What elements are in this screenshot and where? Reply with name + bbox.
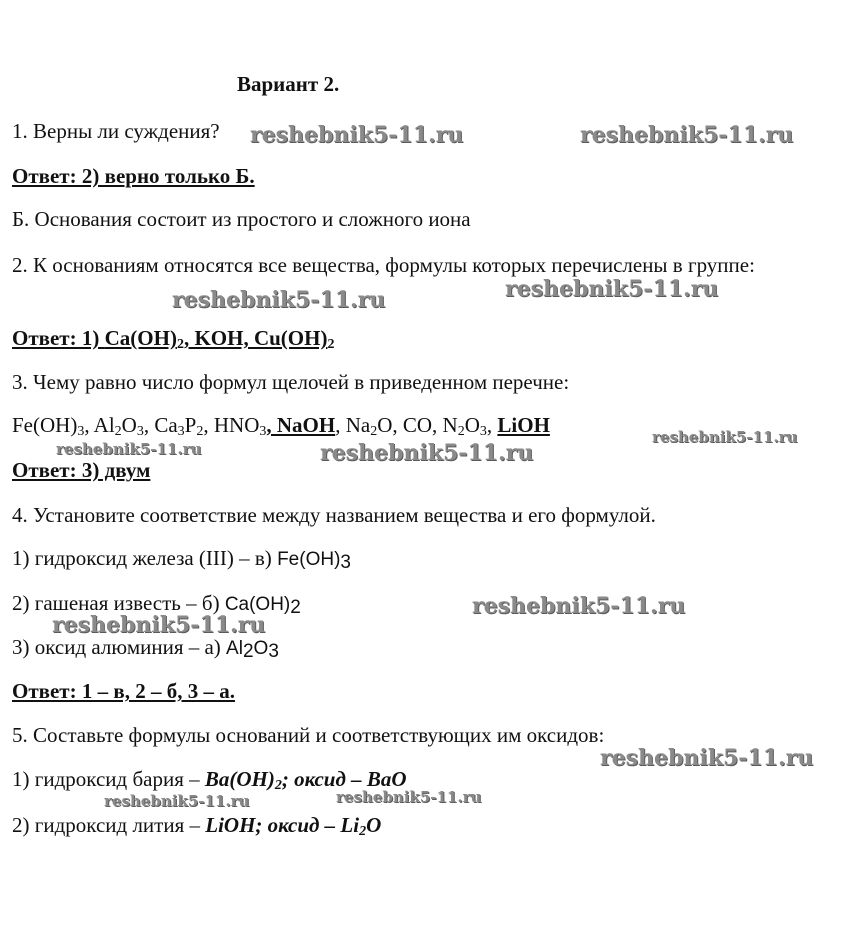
naoh-highlight: , NaOH bbox=[266, 413, 336, 437]
answer-2 bbox=[12, 325, 334, 351]
watermark: reshebnik5-11.ru bbox=[336, 788, 482, 806]
answer-2-prefix: Ответ: 1) bbox=[12, 326, 105, 350]
watermark: reshebnik5-11.ru bbox=[320, 440, 534, 466]
statement-b: Б. Основания состоит из простого и сложного иона bbox=[12, 207, 471, 231]
match-item-3: 3) оксид алюминия – а) $Al_2O_3$ bbox=[12, 635, 279, 662]
question-5: 5. Составьте формулы оснований и соответствующих им оксидов: bbox=[12, 723, 605, 747]
answer-2-formula: $Ca(OH)_2$, KOH, $Cu(OH)_2$ bbox=[104, 326, 335, 352]
q5-item-2: 2) гидроксид лития – LiOH; оксид – $Li_2O$ bbox=[12, 813, 382, 839]
q5-item-1: 1) гидроксид бария – $Ba(OH)_2$; оксид – BaO bbox=[12, 767, 407, 793]
watermark: reshebnik5-11.ru bbox=[52, 612, 266, 638]
question-1: 1. Верны ли суждения? bbox=[12, 119, 220, 143]
match-item-2: 2) гашеная известь – б) $Ca(OH)_2$ bbox=[12, 591, 301, 618]
question-3: 3. Чему равно число формул щелочей в приведенном перечне: bbox=[12, 370, 570, 394]
watermark: reshebnik5-11.ru bbox=[172, 287, 386, 313]
answer-3: Ответ: 3) двум bbox=[12, 458, 151, 482]
watermark: reshebnik5-11.ru bbox=[472, 593, 686, 619]
watermark: reshebnik5-11.ru bbox=[652, 428, 798, 446]
watermark: reshebnik5-11.ru bbox=[250, 122, 464, 148]
watermark: reshebnik5-11.ru bbox=[56, 440, 202, 458]
formula-list: $Fe(OH)_3$, $Al_2O_3$, $Ca_3P_2$, $HNO_3$, NaOH, $Na_2O$, CO, $N_2O_3$, LiOH bbox=[12, 413, 550, 439]
answer-4: Ответ: 1 – в, 2 – б, 3 – а. bbox=[12, 679, 235, 703]
question-4: 4. Установите соответствие между названием вещества и его формулой. bbox=[12, 503, 656, 527]
watermark: reshebnik5-11.ru bbox=[580, 122, 794, 148]
answer-1: Ответ: 2) верно только Б. bbox=[12, 164, 255, 188]
watermark: reshebnik5-11.ru bbox=[505, 276, 719, 302]
watermark: reshebnik5-11.ru bbox=[104, 792, 250, 810]
lioh-highlight: LiOH bbox=[497, 413, 550, 437]
watermark: reshebnik5-11.ru bbox=[600, 745, 814, 771]
match-item-1: 1) гидроксид железа (III) – в) $Fe(OH)_3$ bbox=[12, 546, 351, 573]
question-2: 2. К основаниям относятся все вещества, формулы которых перечислены в группе: bbox=[12, 253, 755, 277]
page-title: Вариант 2. bbox=[237, 72, 340, 96]
